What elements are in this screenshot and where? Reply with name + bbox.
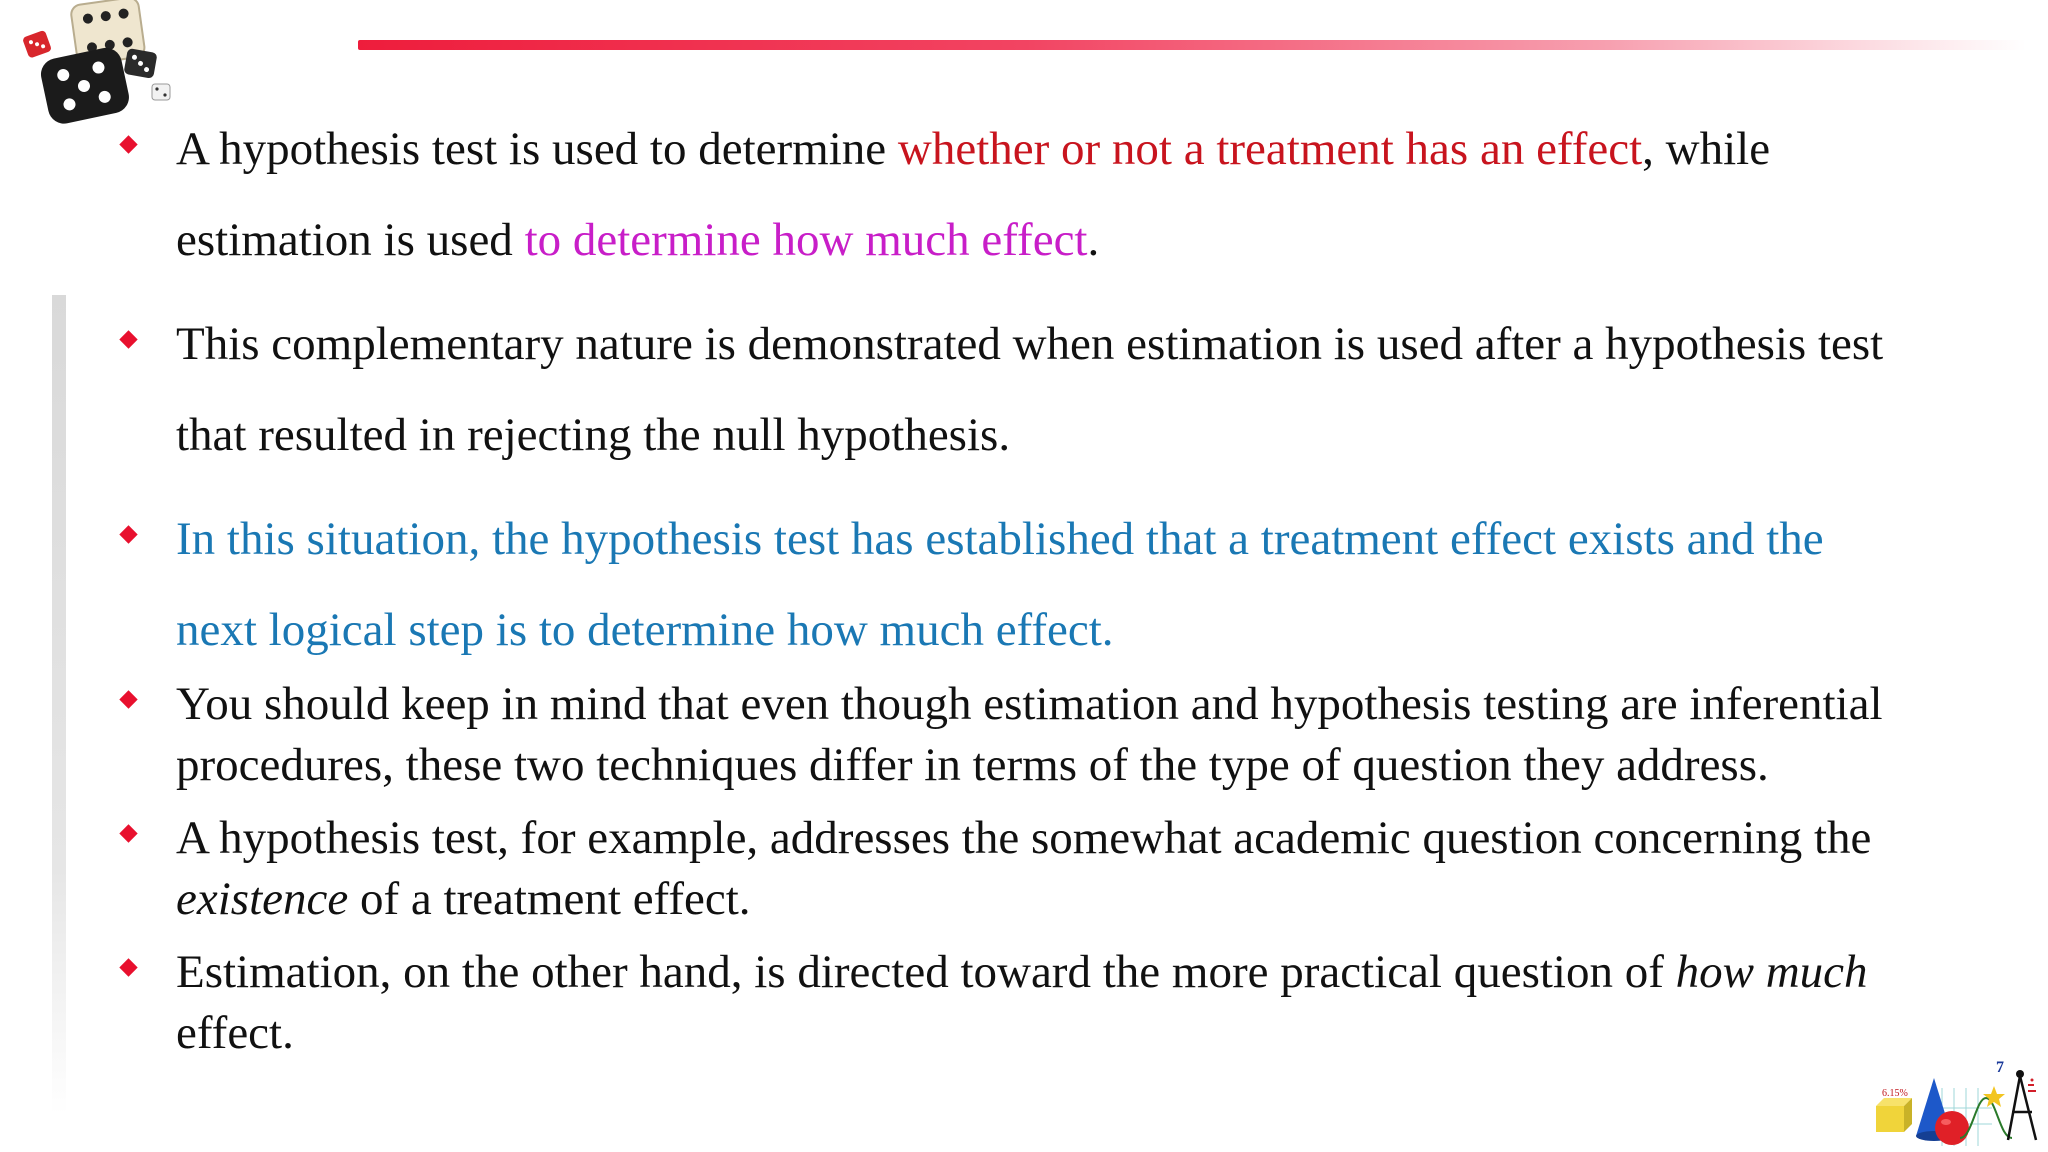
text-segment: Estimation, on the other hand, is directed toward the more practical question of (176, 946, 1676, 998)
power-label: 7 (1996, 1059, 2004, 1076)
bullet-line (176, 195, 2036, 286)
bullet-line: This complementary nature is demonstrated when estimation is used after a hypothesis test (176, 318, 1884, 370)
bullet-line: next logical step is to determine how much effect. (176, 604, 1114, 656)
bullet-line: effect. (176, 1007, 294, 1059)
bullet-marker (119, 525, 137, 543)
bullet-item (176, 494, 2036, 676)
bullet-line (176, 104, 2036, 195)
text-segment: of a treatment effect. (348, 873, 751, 925)
math-shapes-icon (1872, 1058, 2042, 1148)
text-segment: . (1087, 214, 1100, 266)
left-decorative-rule (52, 295, 66, 1115)
bullet-line: A hypothesis test, for example, addresses the somewhat academic question concerning the (176, 812, 1872, 864)
bullet-marker (119, 824, 137, 842)
italic-text: how much (1675, 946, 1868, 998)
italic-text: existence (176, 873, 349, 925)
bullet-item (176, 674, 2036, 796)
bullet-marker (119, 690, 137, 708)
bullet-line: In this situation, the hypothesis test has established that a treatment effect exists and the (176, 513, 1824, 565)
bullet-line (176, 942, 2036, 1003)
text-segment: , while (1642, 123, 1771, 175)
dice-icon (8, 0, 178, 130)
bullet-marker (119, 330, 137, 348)
highlight-red-text: whether or not a treatment has an effect (897, 123, 1643, 175)
bullet-item (176, 104, 2036, 286)
bullet-item (176, 808, 2036, 930)
bullet-line (176, 869, 2036, 930)
bullet-marker (119, 958, 137, 976)
bullet-item (176, 299, 2036, 481)
bullet-item (176, 942, 2036, 1064)
bullet-marker (119, 135, 137, 153)
text-segment: A hypothesis test is used to determine (176, 123, 898, 175)
highlight-magenta-text: to determine how much effect (524, 214, 1088, 266)
percent-label: 6.15% (1882, 1088, 1908, 1099)
bullet-line: that resulted in rejecting the null hypothesis. (176, 409, 1011, 461)
text-segment: estimation is used (176, 214, 525, 266)
bullet-line: procedures, these two techniques differ in terms of the type of question they address. (176, 739, 1769, 791)
top-decorative-rule (358, 40, 2026, 50)
bullet-line: You should keep in mind that even though estimation and hypothesis testing are inferential (176, 678, 1883, 730)
